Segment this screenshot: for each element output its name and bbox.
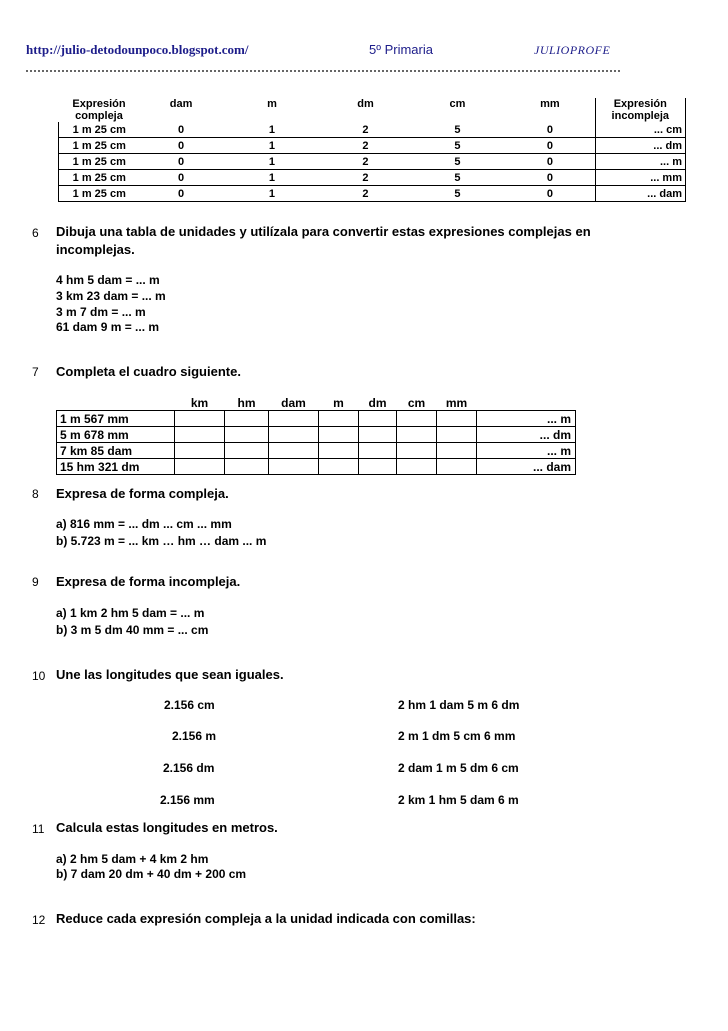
cell-dm: 2	[321, 154, 409, 170]
question-text: Calcula estas longitudes en metros.	[56, 820, 278, 835]
list-item: 3 km 23 dam = ... m	[56, 289, 166, 303]
header-expresion-compleja: Expresión compleja	[72, 98, 126, 122]
units-table	[56, 395, 576, 475]
question-text: Expresa de forma compleja.	[56, 486, 229, 501]
question-text-cont: incomplejas.	[56, 242, 135, 257]
table-row	[57, 427, 576, 443]
cell-compleja: 1 m 25 cm	[59, 154, 140, 170]
table-row	[57, 459, 576, 475]
list-item: a) 1 km 2 hm 5 dam = ... m	[56, 606, 205, 620]
header-mm: mm	[437, 395, 477, 411]
dotted-divider	[26, 70, 620, 72]
row-result: ... m	[477, 443, 576, 459]
cell-cm: 5	[410, 122, 506, 138]
cell-mm: 0	[505, 186, 595, 202]
cell-mm: 0	[505, 122, 595, 138]
list-item: 3 m 7 dm = ... m	[56, 305, 146, 319]
match-left-item[interactable]: 2.156 m	[172, 729, 217, 743]
table-header-row	[59, 98, 686, 122]
list-item: a) 2 hm 5 dam + 4 km 2 hm	[56, 852, 209, 866]
match-left-item[interactable]: 2.156 mm	[160, 793, 215, 807]
question-text: Expresa de forma incompleja.	[56, 574, 241, 589]
cell-dam: 0	[140, 154, 223, 170]
question-number: 9	[32, 575, 39, 589]
header-dam: dam	[169, 98, 193, 110]
cell-incompleja: ... m	[595, 154, 685, 170]
cell-incompleja: ... dm	[595, 138, 685, 154]
question-text: Completa el cuadro siguiente.	[56, 364, 241, 379]
match-right-item[interactable]: 2 dam 1 m 5 dm 6 cm	[398, 761, 519, 775]
table-row	[59, 170, 686, 186]
row-result: ... dm	[477, 427, 576, 443]
cell-m: 1	[223, 186, 322, 202]
cell-compleja: 1 m 25 cm	[59, 186, 140, 202]
header-km: km	[175, 395, 225, 411]
list-item: b) 7 dam 20 dm + 40 dm + 200 cm	[56, 867, 247, 881]
table-row	[59, 122, 686, 138]
question-number: 7	[32, 365, 39, 379]
list-item: 4 hm 5 dam = ... m	[56, 273, 160, 287]
row-label: 15 hm 321 dm	[57, 459, 175, 475]
table-row	[57, 443, 576, 459]
match-right-item[interactable]: 2 m 1 dm 5 cm 6 mm	[398, 729, 516, 743]
conversion-table	[58, 98, 686, 202]
header-hm: hm	[225, 395, 269, 411]
cell-m: 1	[223, 170, 322, 186]
cell-compleja: 1 m 25 cm	[59, 122, 140, 138]
table-row	[59, 154, 686, 170]
question-number: 8	[32, 487, 39, 501]
row-label: 7 km 85 dam	[57, 443, 175, 459]
header-mm: mm	[540, 98, 560, 110]
cell-m: 1	[223, 122, 322, 138]
cell-dam: 0	[140, 170, 223, 186]
cell-dam: 0	[140, 138, 223, 154]
cell-compleja: 1 m 25 cm	[59, 138, 140, 154]
match-right-item[interactable]: 2 hm 1 dam 5 m 6 dm	[398, 698, 520, 712]
header-m: m	[267, 98, 277, 110]
header-m: m	[319, 395, 359, 411]
cell-cm: 5	[410, 186, 506, 202]
table-row	[59, 186, 686, 202]
table-header-row	[57, 395, 576, 411]
header-expresion-incompleja: Expresión incompleja	[595, 98, 685, 122]
cell-mm: 0	[505, 170, 595, 186]
grade-label: 5º Primaria	[369, 42, 433, 57]
row-result: ... m	[477, 411, 576, 427]
cell-cm: 5	[410, 138, 506, 154]
table-row	[57, 411, 576, 427]
table-row	[59, 138, 686, 154]
cell-cm: 5	[410, 170, 506, 186]
header-dm: dm	[357, 98, 374, 110]
page-header	[26, 42, 626, 60]
cell-cm: 5	[410, 154, 506, 170]
author-label: JULIOPROFE	[534, 43, 611, 57]
header-dam: dam	[269, 395, 319, 411]
cell-m: 1	[223, 138, 322, 154]
cell-incompleja: ... cm	[595, 122, 685, 138]
cell-dam: 0	[140, 186, 223, 202]
list-item: b) 3 m 5 dm 40 mm = ... cm	[56, 623, 209, 637]
question-text: Dibuja una tabla de unidades y utilízala para convertir estas expresiones complejas en	[56, 224, 591, 239]
cell-dm: 2	[321, 138, 409, 154]
list-item: a) 816 mm = ... dm ... cm ... mm	[56, 517, 232, 531]
cell-mm: 0	[505, 154, 595, 170]
match-left-item[interactable]: 2.156 cm	[164, 698, 215, 712]
cell-mm: 0	[505, 138, 595, 154]
row-label: 5 m 678 mm	[57, 427, 175, 443]
cell-compleja: 1 m 25 cm	[59, 170, 140, 186]
cell-dam: 0	[140, 122, 223, 138]
header-cm: cm	[449, 98, 466, 110]
cell-incompleja: ... dam	[595, 186, 685, 202]
question-number: 6	[32, 226, 39, 240]
match-right-item[interactable]: 2 km 1 hm 5 dam 6 m	[398, 793, 519, 807]
list-item: 61 dam 9 m = ... m	[56, 320, 160, 334]
cell-dm: 2	[321, 170, 409, 186]
match-left-item[interactable]: 2.156 dm	[163, 761, 215, 775]
header-cm: cm	[397, 395, 437, 411]
question-number: 12	[32, 913, 46, 927]
header-dm: dm	[359, 395, 397, 411]
question-number: 10	[32, 669, 46, 683]
cell-m: 1	[223, 154, 322, 170]
question-number: 11	[32, 822, 45, 836]
blog-url[interactable]: http://julio-detodounpoco.blogspot.com/	[26, 42, 249, 57]
row-result: ... dam	[477, 459, 576, 475]
question-text: Une las longitudes que sean iguales.	[56, 667, 284, 682]
row-label: 1 m 567 mm	[57, 411, 175, 427]
cell-dm: 2	[321, 122, 409, 138]
list-item: b) 5.723 m = ... km … hm … dam ... m	[56, 534, 267, 548]
question-text: Reduce cada expresión compleja a la unidad indicada con comillas:	[56, 911, 476, 926]
cell-dm: 2	[321, 186, 409, 202]
cell-incompleja: ... mm	[595, 170, 685, 186]
